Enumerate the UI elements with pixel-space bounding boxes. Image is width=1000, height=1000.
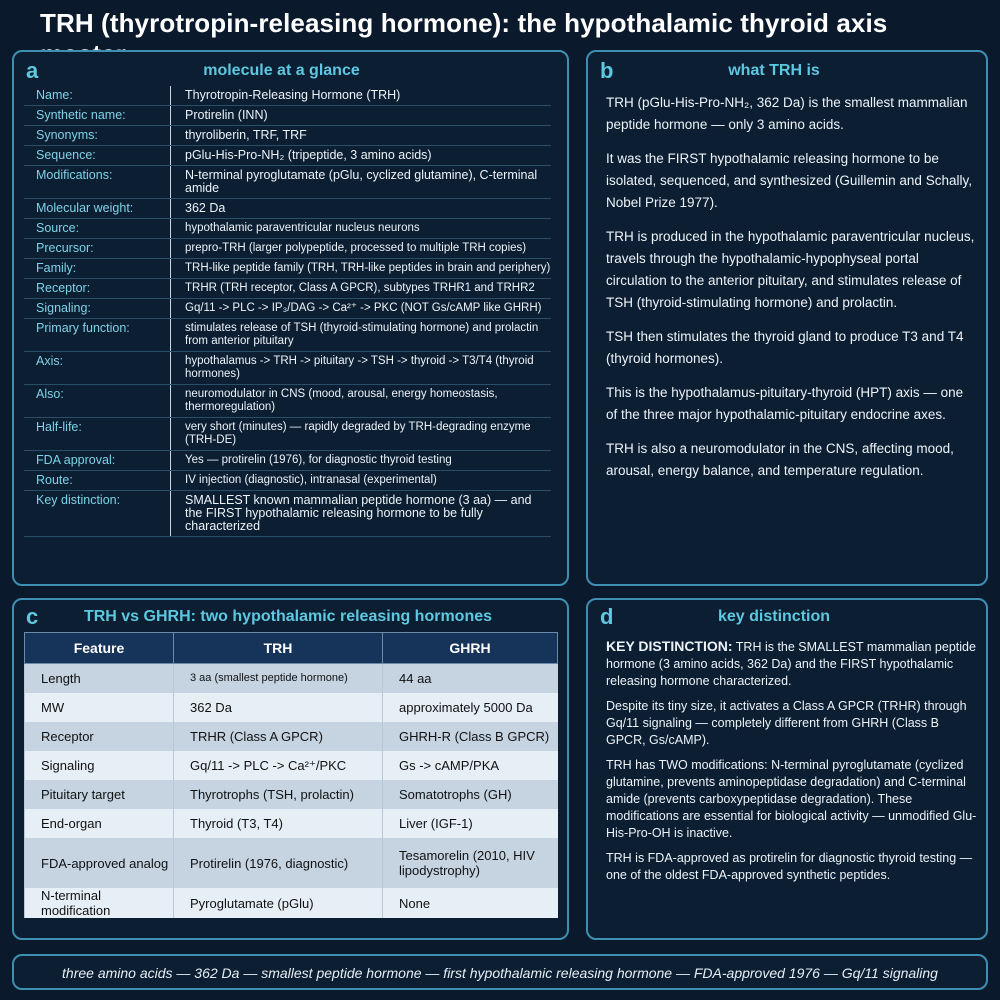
property-key: Primary function:: [24, 319, 171, 352]
page-title: TRH (thyrotropin-releasing hormone): the hypothalamic thyroid axis: [40, 8, 888, 38]
molecule-row: [24, 385, 551, 418]
molecule-row: [24, 126, 551, 146]
column-header: GHRH: [383, 633, 558, 664]
paragraph: TRH is also a neuromodulator in the CNS, affecting mood, arousal, energy balance, and temperature regulation.: [606, 441, 954, 478]
feature-cell: Receptor: [25, 722, 174, 751]
summary-footer: [12, 954, 988, 990]
paragraph: Despite its tiny size, it activates a Class A GPCR (TRHR) through Gq/11 signaling — completely different from GHRH (Class B GPCR, Gs/cAMP).: [606, 699, 967, 747]
property-key: Family:: [24, 259, 171, 279]
property-key: Key distinction:: [24, 491, 171, 537]
ghrh-cell: 44 aa: [383, 664, 558, 694]
panel-heading: key distinction: [717, 608, 831, 625]
molecule-row: [24, 451, 551, 471]
trh-cell: Thyrotrophs (TSH, prolactin): [174, 780, 383, 809]
trh-cell: TRHR (Class A GPCR): [174, 722, 383, 751]
feature-cell: Signaling: [25, 751, 174, 780]
feature-cell: FDA-approved analog: [25, 838, 174, 888]
property-key: Also:: [24, 385, 171, 418]
molecule-row: [24, 319, 551, 352]
property-value: SMALLEST known mammalian peptide hormone (3 aa) — and the FIRST hypothalamic releasing hormone to be fully characterized: [171, 491, 552, 537]
key-distinction-text: [606, 638, 980, 892]
ghrh-cell: approximately 5000 Da: [383, 693, 558, 722]
property-key: Sequence:: [24, 146, 171, 166]
paragraph: TRH is produced in the hypothalamic paraventricular nucleus, travels through the hypothalamic-hypophyseal portal circulation to the anterior pituitary, and stimulates release of TSH (thyroid-stimulating hormone) and prolactin.: [606, 229, 975, 310]
column-header: TRH: [174, 633, 383, 664]
trh-cell: Gq/11 -> PLC -> Ca²⁺/PKC: [174, 751, 383, 780]
property-value: Gq/11 -> PLC -> IP₃/DAG -> Ca²⁺ -> PKC (NOT Gs/cAMP like GHRH): [171, 299, 552, 319]
property-key: Axis:: [24, 352, 171, 385]
feature-cell: End-organ: [25, 809, 174, 838]
molecule-row: [24, 106, 551, 126]
molecule-row: [24, 166, 551, 199]
feature-cell: Pituitary target: [25, 780, 174, 809]
property-value: IV injection (diagnostic), intranasal (experimental): [171, 471, 552, 491]
panel-molecule-at-a-glance: [12, 50, 569, 586]
property-value: TRH-like peptide family (TRH, TRH-like peptides in brain and periphery): [171, 259, 552, 279]
property-value: 362 Da: [171, 199, 552, 219]
paragraph: [606, 638, 980, 690]
property-value: hypothalamus -> TRH -> pituitary -> TSH -> thyroid -> T3/T4 (thyroid hormones): [171, 352, 552, 385]
trh-cell: Protirelin (1976, diagnostic): [174, 838, 383, 888]
trh-cell: 3 aa (smallest peptide hormone): [174, 664, 383, 694]
molecule-row: [24, 219, 551, 239]
panel-heading: molecule at a glance: [203, 62, 360, 79]
molecule-row: [24, 199, 551, 219]
property-value: stimulates release of TSH (thyroid-stimulating hormone) and prolactin from anterior pituitary: [171, 319, 552, 352]
molecule-row: [24, 418, 551, 451]
panel-heading: what TRH is: [728, 62, 820, 79]
property-key: Source:: [24, 219, 171, 239]
footer-text: three amino acids — 362 Da — smallest peptide hormone — first hypothalamic releasing hormone — FDA-approved 1976 — Gq/11 signaling: [62, 965, 938, 981]
molecule-row: [24, 259, 551, 279]
table-row: [25, 809, 558, 838]
molecule-row: [24, 352, 551, 385]
property-value: neuromodulator in CNS (mood, arousal, energy homeostasis, thermoregulation): [171, 385, 552, 418]
ghrh-cell: Gs -> cAMP/PKA: [383, 751, 558, 780]
property-value: pGlu-His-Pro-NH₂ (tripeptide, 3 amino acids): [171, 146, 552, 166]
paragraph: TRH has TWO modifications: N-terminal pyroglutamate (cyclized glutamine, prevents aminopeptidase degradation) and C-terminal amide (prevents carboxypeptidase degradation). These modifications are essential for biological activity — unmodified Glu-His-Pro-OH is inactive.: [606, 758, 977, 840]
panel-letter: c: [26, 604, 39, 629]
table-header-row: [25, 633, 558, 664]
comparison-table: [24, 632, 558, 918]
paragraph: TRH (pGlu-His-Pro-NH₂, 362 Da) is the smallest mammalian peptide hormone — only 3 amino acids.: [606, 95, 968, 132]
property-key: Synthetic name:: [24, 106, 171, 126]
lead-text: TRH is the SMALLEST mammalian peptide hormone (3 amino acids, 362 Da) and the FIRST hypothalamic releasing hormone characterized.: [606, 640, 976, 688]
property-value: Thyrotropin-Releasing Hormone (TRH): [171, 86, 552, 106]
paragraph: This is the hypothalamus-pituitary-thyroid (HPT) axis — one of the three major hypothalamic-pituitary endocrine axes.: [606, 385, 964, 422]
table-row: [25, 888, 558, 918]
table-row: [25, 751, 558, 780]
property-value: prepro-TRH (larger polypeptide, processed to multiple TRH copies): [171, 239, 552, 259]
molecule-row: [24, 279, 551, 299]
property-value: thyroliberin, TRF, TRF: [171, 126, 552, 146]
table-row: [25, 664, 558, 694]
property-value: N-terminal pyroglutamate (pGlu, cyclized glutamine), C-terminal amide: [171, 166, 552, 199]
property-value: hypothalamic paraventricular nucleus neurons: [171, 219, 552, 239]
ghrh-cell: Liver (IGF-1): [383, 809, 558, 838]
panel-letter: a: [26, 58, 39, 83]
panel-what-trh-is: [586, 50, 988, 586]
ghrh-cell: GHRH-R (Class B GPCR): [383, 722, 558, 751]
column-header: Feature: [25, 633, 174, 664]
ghrh-cell: Somatotrophs (GH): [383, 780, 558, 809]
property-value: Protirelin (INN): [171, 106, 552, 126]
property-key: Precursor:: [24, 239, 171, 259]
property-key: Half-life:: [24, 418, 171, 451]
trh-cell: 362 Da: [174, 693, 383, 722]
table-row: [25, 838, 558, 888]
panel-letter: b: [600, 58, 614, 83]
ghrh-cell: None: [383, 888, 558, 918]
property-key: Modifications:: [24, 166, 171, 199]
panel-trh-vs-ghrh: [12, 598, 569, 940]
property-key: Name:: [24, 86, 171, 106]
molecule-row: [24, 491, 551, 537]
property-key: Molecular weight:: [24, 199, 171, 219]
table-row: [25, 693, 558, 722]
table-row: [25, 780, 558, 809]
trh-cell: Pyroglutamate (pGlu): [174, 888, 383, 918]
molecule-row: [24, 239, 551, 259]
table-row: [25, 722, 558, 751]
trh-cell: Thyroid (T3, T4): [174, 809, 383, 838]
description-text: [606, 92, 976, 494]
ghrh-cell: Tesamorelin (2010, HIV lipodystrophy): [383, 838, 558, 888]
paragraph: TSH then stimulates the thyroid gland to produce T3 and T4 (thyroid hormones).: [606, 329, 964, 366]
paragraph: TRH is FDA-approved as protirelin for diagnostic thyroid testing — one of the oldest FDA-approved synthetic peptides.: [606, 851, 973, 882]
property-key: Route:: [24, 471, 171, 491]
property-key: Signaling:: [24, 299, 171, 319]
molecule-row: [24, 471, 551, 491]
molecule-row: [24, 146, 551, 166]
property-key: FDA approval:: [24, 451, 171, 471]
feature-cell: N-terminal modification: [25, 888, 174, 918]
panel-heading: TRH vs GHRH: two hypothalamic releasing hormones: [83, 608, 493, 625]
property-value: very short (minutes) — rapidly degraded by TRH-degrading enzyme (TRH-DE): [171, 418, 552, 451]
molecule-table: [24, 86, 551, 537]
property-key: Receptor:: [24, 279, 171, 299]
property-key: Synonyms:: [24, 126, 171, 146]
property-value: Yes — protirelin (1976), for diagnostic thyroid testing: [171, 451, 552, 471]
panel-key-distinction: [586, 598, 988, 940]
molecule-row: [24, 86, 551, 106]
molecule-row: [24, 299, 551, 319]
feature-cell: MW: [25, 693, 174, 722]
paragraph: It was the FIRST hypothalamic releasing hormone to be isolated, sequenced, and synthesized (Guillemin and Schally, Nobel Prize 1977).: [606, 151, 972, 210]
panel-letter: d: [600, 604, 614, 629]
feature-cell: Length: [25, 664, 174, 694]
lead-bold: KEY DISTINCTION:: [606, 638, 733, 654]
property-value: TRHR (TRH receptor, Class A GPCR), subtypes TRHR1 and TRHR2: [171, 279, 552, 299]
